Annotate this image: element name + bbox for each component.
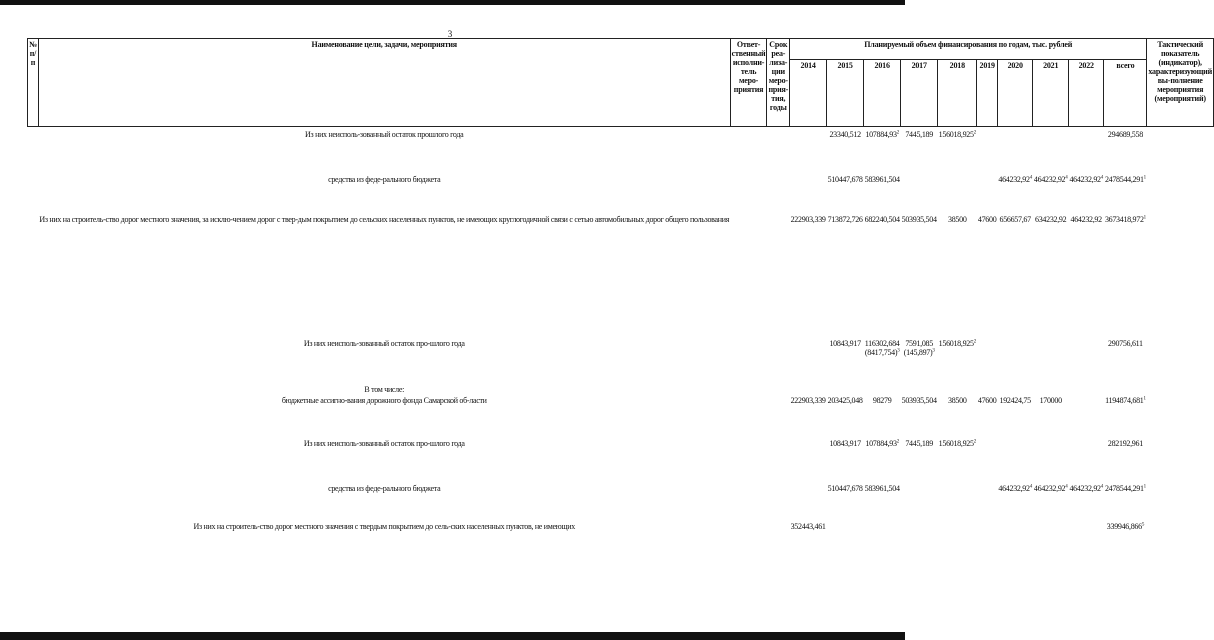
row-value-cell	[790, 127, 827, 172]
row-value-cell	[1068, 336, 1104, 382]
row-name-cell: средства из феде-рального бюджета	[328, 174, 441, 184]
row-value-cell	[827, 127, 864, 172]
row-value-cell	[977, 519, 998, 597]
row-value: 510447,678	[827, 174, 863, 184]
row-value-cell	[977, 396, 998, 436]
row-indicator-cell	[1147, 436, 1214, 481]
row-value: 7591,085	[905, 338, 933, 348]
bottom-scan-border	[0, 632, 905, 640]
row-value-cell	[938, 519, 977, 597]
row-total-cell	[1104, 212, 1147, 336]
row-value-cell	[977, 172, 998, 212]
header-year-2016: 2016	[864, 60, 901, 127]
row-value-cell	[997, 172, 1033, 212]
row-value-cell	[997, 127, 1033, 172]
row-value: 7445,189	[905, 130, 933, 139]
header-funding: Планируемый объем финансирования по годам, тыс. рублей	[790, 39, 1147, 60]
row-value-cell	[1068, 127, 1104, 172]
row-value-cell	[790, 519, 827, 597]
row-value-cell	[864, 172, 901, 212]
row-value-cell	[997, 396, 1033, 436]
footnote-mark: 2	[973, 338, 976, 344]
row-indicator-cell	[1147, 396, 1214, 436]
row-value-secondary	[902, 348, 937, 357]
row-value: 170000	[1039, 395, 1062, 405]
row-value: 503935,504	[901, 395, 937, 405]
row-value-cell	[938, 212, 977, 336]
row-value-cell	[997, 519, 1033, 597]
table-row	[28, 336, 1214, 382]
header-row-top	[28, 39, 1214, 60]
row-indicator-cell	[1147, 127, 1214, 172]
row-value: 38500	[948, 395, 967, 405]
row-value-cell	[827, 382, 864, 396]
footnote-mark: 4	[1029, 174, 1032, 180]
row-value-cell	[1033, 172, 1069, 212]
footnote-mark: 4	[1065, 174, 1068, 180]
row-term-cell	[767, 382, 790, 396]
row-value: 222903,339	[790, 395, 826, 405]
row-value-cell	[790, 172, 827, 212]
row-indicator-cell	[1147, 519, 1214, 597]
header-term: Срок реа-лиза-ции меро-прия-тия, годы	[767, 39, 790, 127]
row-value: 1194874,681	[1105, 395, 1144, 405]
row-value: 290756,611	[1108, 338, 1143, 348]
row-value-cell	[977, 481, 998, 519]
row-num-cell	[28, 436, 39, 481]
row-value-cell	[864, 396, 901, 436]
row-value: 7445,189	[905, 438, 933, 448]
header-indicator: Тактический показатель (индикатор), характеризующий вы-полнение мероприятия (мероприятий)	[1147, 39, 1214, 127]
row-indicator-cell	[1147, 382, 1214, 396]
row-value-cell	[1033, 436, 1069, 481]
row-value: 107884,93	[865, 130, 897, 139]
row-value-cell	[938, 436, 977, 481]
row-value-cell	[864, 519, 901, 597]
row-num-cell	[28, 127, 39, 172]
row-value-cell	[977, 382, 998, 396]
row-value-cell	[790, 481, 827, 519]
row-value: 10843,917	[829, 338, 861, 348]
row-value-cell	[1033, 481, 1069, 519]
top-scan-border	[0, 0, 905, 5]
row-value-secondary-text: (8417,754)	[864, 347, 898, 357]
row-value: 2478544,291	[1104, 483, 1144, 493]
row-value-cell	[864, 382, 901, 396]
row-name-cell: Из них неисполь-зованный остаток про-шлого года	[303, 338, 465, 348]
row-indicator-cell	[1147, 481, 1214, 519]
row-value-cell	[938, 172, 977, 212]
row-term-cell	[767, 436, 790, 481]
row-num-cell	[28, 382, 39, 396]
row-name-cell: Из них неисполь-зованный остаток прошлого года	[305, 130, 464, 139]
footnote-mark: 2	[896, 438, 899, 444]
row-responsible-cell	[730, 396, 767, 436]
row-value-cell	[901, 336, 938, 382]
footnote-mark: 1	[1143, 174, 1146, 180]
row-value: 38500	[948, 214, 967, 224]
row-value-cell	[1068, 481, 1104, 519]
footnote-mark: 4	[1029, 483, 1032, 489]
row-value: 2478544,291	[1104, 174, 1144, 184]
row-value-cell	[901, 436, 938, 481]
row-num-cell	[28, 336, 39, 382]
row-value-cell	[1033, 382, 1069, 396]
row-value: 98279	[872, 395, 892, 405]
row-value-cell	[1068, 519, 1104, 597]
row-value: 23340,512	[829, 130, 861, 139]
row-value-cell	[864, 336, 901, 382]
row-term-cell	[767, 336, 790, 382]
row-value-cell	[938, 382, 977, 396]
row-value: 156018,925	[938, 130, 974, 139]
table-row	[28, 172, 1214, 212]
row-value-cell	[977, 436, 998, 481]
row-value-cell	[827, 481, 864, 519]
row-responsible-cell	[730, 382, 767, 396]
footnote-mark: 4	[1100, 174, 1103, 180]
footnote-mark: 1	[1143, 483, 1146, 489]
table-row	[28, 436, 1214, 481]
row-value-cell	[790, 212, 827, 336]
footnote-mark: 2	[973, 130, 976, 136]
row-value-cell	[997, 336, 1033, 382]
row-value: 510447,678	[827, 483, 863, 493]
row-value-secondary-text: (145,897)	[903, 347, 933, 357]
row-value: 10843,917	[829, 438, 861, 448]
row-value: 203425,048	[827, 395, 863, 405]
table-row	[28, 212, 1214, 336]
row-term-cell	[767, 212, 790, 336]
row-value-cell	[1033, 396, 1069, 436]
row-value: 503935,504	[901, 214, 937, 224]
row-value: 156018,925	[938, 338, 974, 348]
row-value: 464232,92	[1069, 174, 1101, 184]
row-total-cell	[1104, 172, 1147, 212]
row-name-cell: Из них неисполь-зованный остаток про-шлого года	[303, 438, 465, 448]
row-term-cell	[767, 127, 790, 172]
row-value-cell	[901, 127, 938, 172]
header-year-2017: 2017	[901, 60, 938, 127]
row-name-cell: Из них на строитель-ство дорог местного значения, за исклю-чением дорог с твер-дым покрытием до сельских населенных пунктов, не имеющих круглогодичной связи с сетью автомобильных дорог общего пользования	[39, 214, 730, 224]
row-value: 634232,92	[1035, 214, 1067, 224]
header-year-2018: 2018	[938, 60, 977, 127]
row-total-cell	[1104, 396, 1147, 436]
row-value: 464232,92	[1069, 483, 1101, 493]
row-total-cell	[1104, 127, 1147, 172]
row-value: 156018,925	[938, 438, 974, 448]
footnote-mark: 3	[932, 347, 935, 353]
row-term-cell	[767, 172, 790, 212]
row-value-cell	[938, 481, 977, 519]
row-value-cell	[790, 336, 827, 382]
row-name-cell: Из них на строитель-ство дорог местного значения с твердым покрытием до сель-ских населенных пунктов, не имеющих	[193, 521, 575, 531]
row-value: 713872,726	[827, 214, 863, 224]
header-name: Наименование цели, задачи, мероприятия	[38, 39, 730, 127]
row-value-cell	[901, 172, 938, 212]
row-value-cell	[790, 436, 827, 481]
row-indicator-cell	[1147, 212, 1214, 336]
table-row	[28, 481, 1214, 519]
row-value-secondary	[865, 348, 900, 357]
row-value: 583961,504	[864, 483, 900, 493]
footnote-mark: 4	[1100, 483, 1103, 489]
row-name-cell: бюджетные ассигно-вания дорожного фонда Самарской об-ласти	[281, 395, 487, 405]
row-indicator-cell	[1147, 336, 1214, 382]
row-value-cell	[901, 396, 938, 436]
table-row	[28, 127, 1214, 172]
row-value: 464232,92	[1070, 214, 1102, 224]
footnote-mark: 4	[1065, 483, 1068, 489]
row-value: 116302,684	[864, 338, 900, 348]
row-value: 339946,866	[1106, 521, 1142, 531]
footnote-mark: 1	[1143, 395, 1146, 401]
footnote-mark: 5	[1141, 521, 1145, 527]
row-term-cell	[767, 396, 790, 436]
row-value-cell	[938, 336, 977, 382]
header-total: всего	[1104, 60, 1147, 127]
row-value-cell	[827, 436, 864, 481]
header-num: № п/п	[28, 39, 39, 127]
row-indicator-cell	[1147, 172, 1214, 212]
footnote-mark: 2	[973, 438, 976, 444]
row-num-cell	[28, 396, 39, 436]
row-value-cell	[864, 481, 901, 519]
row-term-cell	[767, 519, 790, 597]
row-responsible-cell	[730, 172, 767, 212]
row-value-cell	[977, 212, 998, 336]
row-value: 294689,558	[1107, 130, 1143, 139]
row-value-cell	[827, 396, 864, 436]
row-total-cell	[1104, 481, 1147, 519]
row-value: 583961,504	[864, 174, 900, 184]
row-value-cell	[901, 382, 938, 396]
row-num-cell	[28, 212, 39, 336]
row-value-cell	[1068, 396, 1104, 436]
table-row	[28, 519, 1214, 597]
table-row	[28, 382, 1214, 396]
header-year-2015: 2015	[827, 60, 864, 127]
funding-table	[27, 38, 1214, 597]
row-value: 656657,67	[999, 214, 1031, 224]
row-value: 107884,93	[865, 438, 897, 448]
row-value: 192424,75	[999, 395, 1031, 405]
row-value-cell	[1068, 436, 1104, 481]
row-value-cell	[1068, 212, 1104, 336]
row-num-cell	[28, 519, 39, 597]
row-value-cell	[997, 382, 1033, 396]
row-value-cell	[977, 336, 998, 382]
row-value-cell	[1033, 127, 1069, 172]
row-value-cell	[938, 396, 977, 436]
row-value-cell	[901, 519, 938, 597]
row-value: 47600	[977, 395, 997, 405]
row-value: 352443,461	[790, 521, 826, 531]
footnote-mark: 3	[897, 347, 900, 353]
row-total-cell	[1104, 336, 1147, 382]
row-value: 464232,92	[1033, 483, 1066, 493]
row-value-cell	[997, 481, 1033, 519]
row-value-cell	[790, 382, 827, 396]
row-value-cell	[938, 127, 977, 172]
row-value-cell	[901, 481, 938, 519]
footnote-mark: 1	[1143, 214, 1146, 220]
row-value: 282192,961	[1107, 438, 1143, 448]
row-term-cell	[767, 481, 790, 519]
row-value-cell	[827, 336, 864, 382]
row-value-cell	[1068, 172, 1104, 212]
row-value: 47600	[977, 214, 997, 224]
row-value: 464232,92	[998, 483, 1030, 493]
page-number: 3	[447, 29, 453, 39]
row-responsible-cell	[730, 127, 767, 172]
row-value-cell	[864, 436, 901, 481]
row-responsible-cell	[730, 436, 767, 481]
row-value-cell	[901, 212, 938, 336]
row-value-cell	[864, 127, 901, 172]
row-value: 3673418,972	[1104, 214, 1144, 224]
row-value-cell	[827, 519, 864, 597]
row-value-cell	[977, 127, 998, 172]
footnote-mark: 2	[896, 130, 899, 136]
header-year-2022: 2022	[1068, 60, 1104, 127]
row-num-cell	[28, 172, 39, 212]
row-responsible-cell	[730, 481, 767, 519]
row-value-cell	[1033, 212, 1069, 336]
row-value: 682240,504	[864, 214, 900, 224]
row-name-cell: средства из феде-рального бюджета	[328, 483, 441, 493]
row-value-cell	[1068, 382, 1104, 396]
header-year-2021: 2021	[1033, 60, 1069, 127]
table-body	[28, 127, 1214, 597]
header-year-2020: 2020	[997, 60, 1033, 127]
row-responsible-cell	[730, 212, 767, 336]
row-name-cell: В том числе:	[364, 384, 405, 394]
header-year-2019: 2019	[977, 60, 998, 127]
row-value: 222903,339	[790, 214, 826, 224]
row-value: 464232,92	[998, 174, 1030, 184]
row-num-cell	[28, 481, 39, 519]
row-value-cell	[1033, 336, 1069, 382]
row-total-cell	[1104, 436, 1147, 481]
row-responsible-cell	[730, 519, 767, 597]
row-value-cell	[827, 212, 864, 336]
row-total-cell	[1104, 519, 1147, 597]
header-responsible: Ответ-ственный исполни-тель меро-приятия	[730, 39, 767, 127]
row-value-cell	[1033, 519, 1069, 597]
row-total-cell	[1104, 382, 1147, 396]
row-value-cell	[997, 212, 1033, 336]
header-year-2014: 2014	[790, 60, 827, 127]
table-row	[28, 396, 1214, 436]
row-value-cell	[864, 212, 901, 336]
row-value-cell	[827, 172, 864, 212]
row-value-cell	[997, 436, 1033, 481]
row-value-cell	[790, 396, 827, 436]
row-responsible-cell	[730, 336, 767, 382]
row-value: 464232,92	[1033, 174, 1066, 184]
